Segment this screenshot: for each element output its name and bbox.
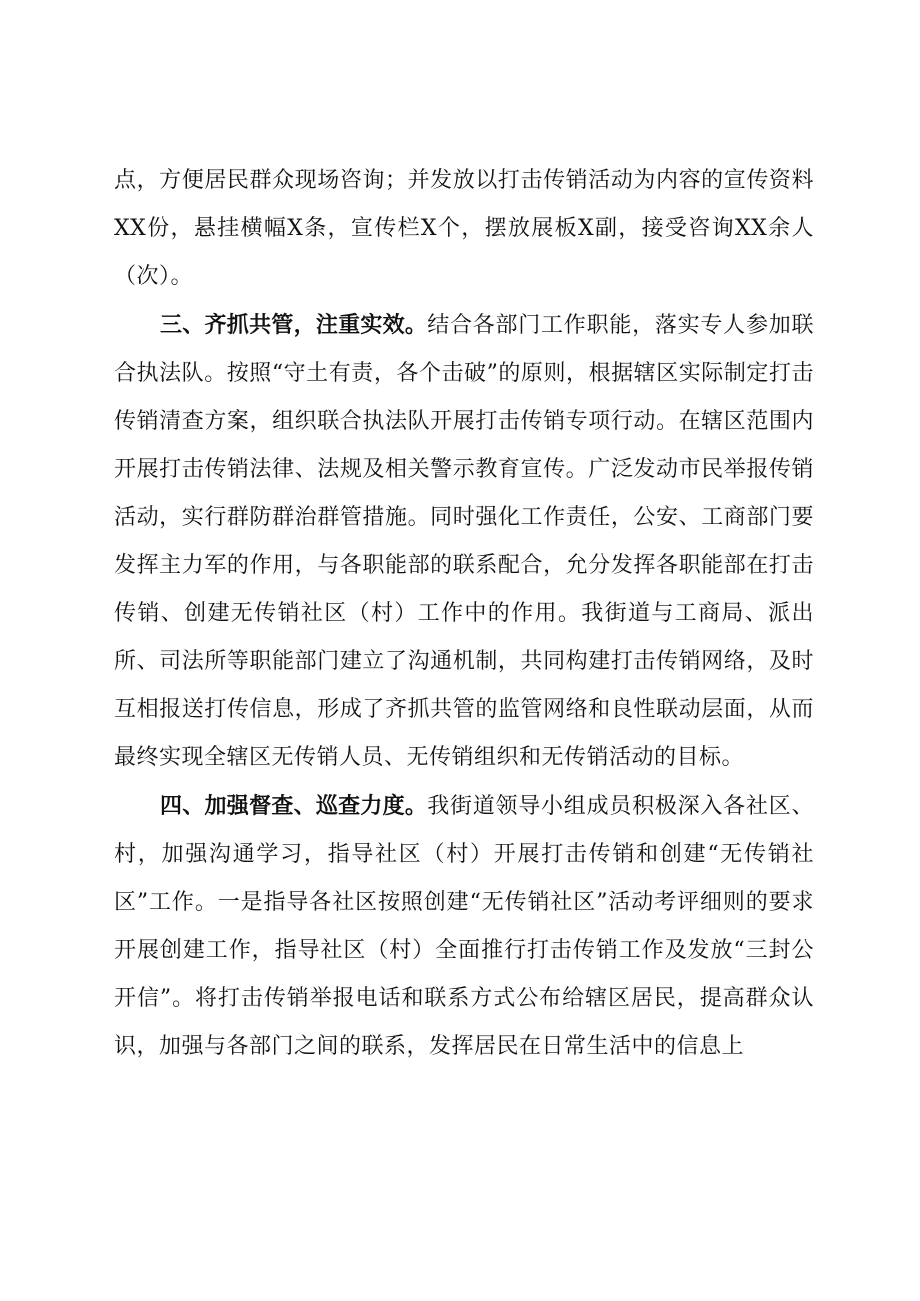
- paragraph-body: 结合各部门工作职能，落实专人参加联合执法队。按照“守土有责，各个击破”的原则，根据辖区实际制定打击传销清查方案，组织联合执法队开展打击传销专项行动。在辖区范围内开展打击传销法律、法规及相关警示教育宣传。广泛发动市民举报传销活动，实行群防群治群管措施。同时强化工作责任，公安、工商部门要发挥主力军的作用，与各职能部的联系配合，允分发挥各职能部在打击传销、创建无传销社区（村）工作中的作用。我街道与工商局、派出所、司法所等职能部门建立了沟通机制，共同构建打击传销网络，及时互相报送打传信息，形成了齐抓共管的监管网络和良性联动层面，从而最终实现全辖区无传销人员、无传销组织和无传销活动的目标。: [114, 313, 814, 770]
- paragraph-body: 点，方便居民群众现场咨询；并发放以打击传销活动为内容的宣传资料XX份，悬挂横幅X条，宣传栏X个，摆放展板X副，接受咨询XX余人（次）。: [114, 168, 814, 289]
- document-body: [114, 157, 814, 1071]
- paragraph-section-four: [114, 783, 814, 1071]
- paragraph-section-three: [114, 302, 814, 782]
- paragraph-continuation: [114, 157, 814, 301]
- section-heading-three: 三、齐抓共管，注重实效。: [160, 313, 428, 338]
- section-heading-four: 四、加强督查、巡查力度。: [160, 794, 428, 819]
- paragraph-body: 我街道领导小组成员积极深入各社区、村，加强沟通学习，指导社区（村）开展打击传销和创建“无传销社区”工作。一是指导各社区按照创建“无传销社区”活动考评细则的要求开展创建工作，指导社区（村）全面推行打击传销工作及发放“三封公开信”。将打击传销举报电话和联系方式公布给辖区居民，提高群众认识，加强与各部门之间的联系，发挥居民在日常生活中的信息上: [114, 794, 814, 1059]
